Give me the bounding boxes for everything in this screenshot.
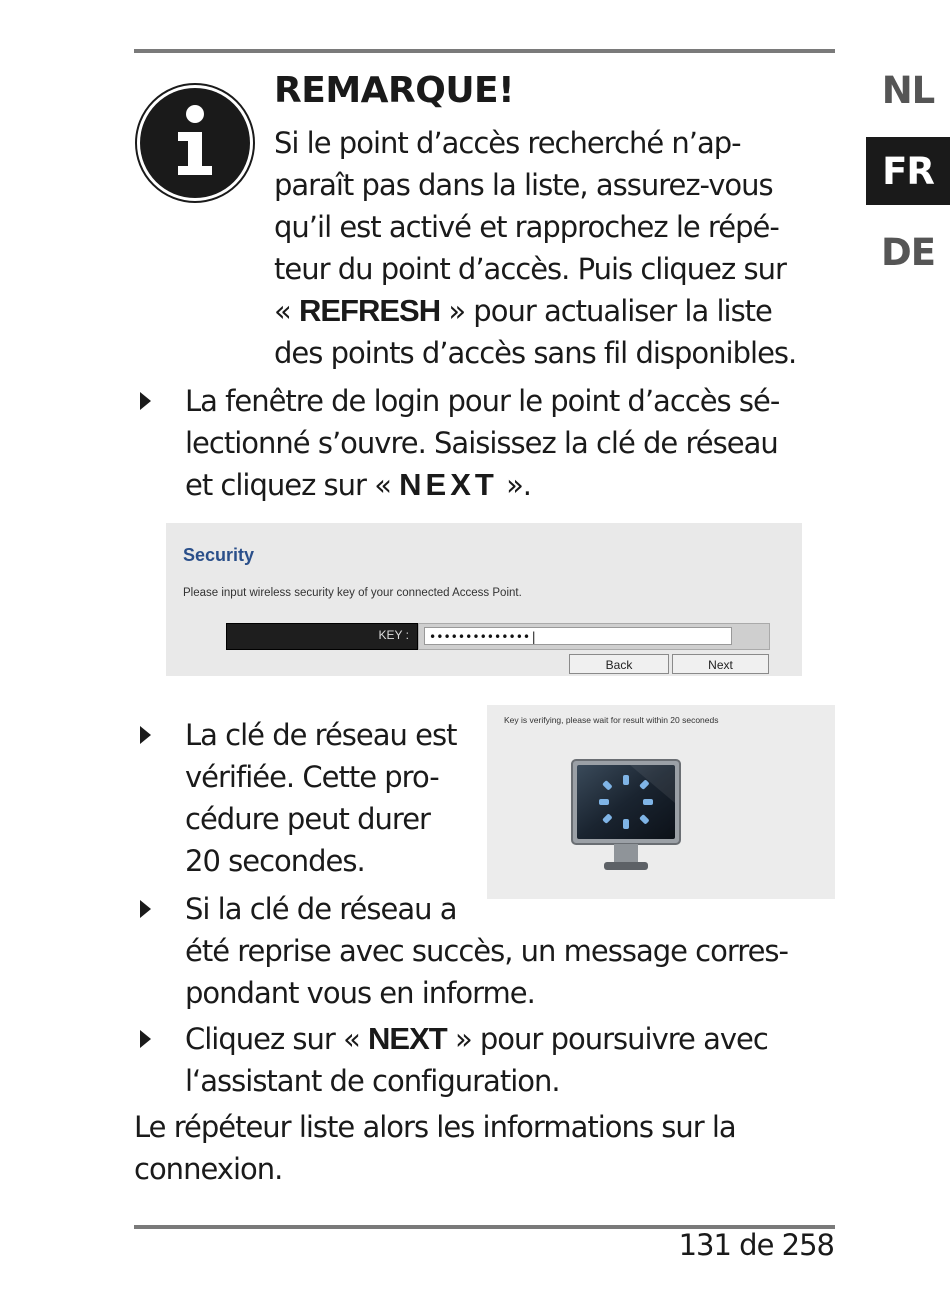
note-line: Si le point d’accès recherché n’ap- [274,126,741,160]
step2-line: 20 secondes. [185,844,365,878]
bullet-arrow-icon [140,392,151,410]
step1-line [185,464,531,506]
step3-line: été reprise avec succès, un message corres- [185,934,788,968]
conclusion-line: connexion. [134,1152,283,1186]
verify-screenshot [487,705,835,899]
step1-line: lectionné s’ouvre. Saisissez la clé de réseau [185,426,778,460]
info-icon [134,82,256,204]
bullet-arrow-icon [140,726,151,744]
key-input[interactable]: ••••••••••••••| [424,627,732,645]
note-title: REMARQUE! [274,70,515,111]
back-button[interactable]: Back [569,654,669,674]
step1-line-end: ». [506,468,532,502]
step4-line-end: » pour poursuivre avec [454,1022,768,1056]
conclusion-line: Le répéteur liste alors les informations sur la [134,1110,736,1144]
note-line: teur du point d’accès. Puis cliquez sur [274,252,786,286]
step3-line: pondant vous en informe. [185,976,535,1010]
security-title: Security [183,545,255,565]
step1-line-start: et cliquez sur « [185,468,391,502]
refresh-keyword: REFRESH [298,293,441,328]
step2-line: cédure peut durer [185,802,430,836]
security-subtitle: Please input wireless security key of your connected Access Point. [183,587,522,599]
next-keyword: NEXT [399,467,498,502]
note-line-rest: » pour actualiser la liste [448,294,772,328]
lang-tab-de[interactable]: DE [881,230,935,274]
monitor-icon [570,758,682,876]
note-line: qu’il est activé et rapprochez le répé- [274,210,779,244]
step4-line [185,1018,768,1060]
key-label-box [226,623,418,650]
quote-open: « [274,294,291,328]
step4-line-start: Cliquez sur « [185,1022,360,1056]
note-line: des points d’accès sans fil disponibles. [274,336,797,370]
security-screenshot [166,523,802,676]
bullet-arrow-icon [140,1030,151,1048]
note-line: paraît pas dans la liste, assurez-vous [274,168,773,202]
key-label: KEY : [378,628,409,642]
top-rule [134,49,835,53]
next-button[interactable]: Next [672,654,769,674]
step4-line: l‘assistant de configuration. [185,1064,560,1098]
page-number: 131 de 258 [678,1228,834,1262]
lang-tab-nl[interactable]: NL [881,68,935,112]
step2-line: vérifiée. Cette pro- [185,760,439,794]
next-keyword: NEXT [368,1021,447,1056]
bullet-arrow-icon [140,900,151,918]
verify-message: Key is verifying, please wait for result within 20 seconeds [504,715,719,725]
key-input-wrap [418,623,770,650]
step3-line: Si la clé de réseau a [185,892,457,926]
step1-line: La fenêtre de login pour le point d’accès sé- [185,384,780,418]
step2-line: La clé de réseau est [185,718,457,752]
lang-tab-fr[interactable]: FR [866,137,950,205]
note-line [274,290,772,332]
